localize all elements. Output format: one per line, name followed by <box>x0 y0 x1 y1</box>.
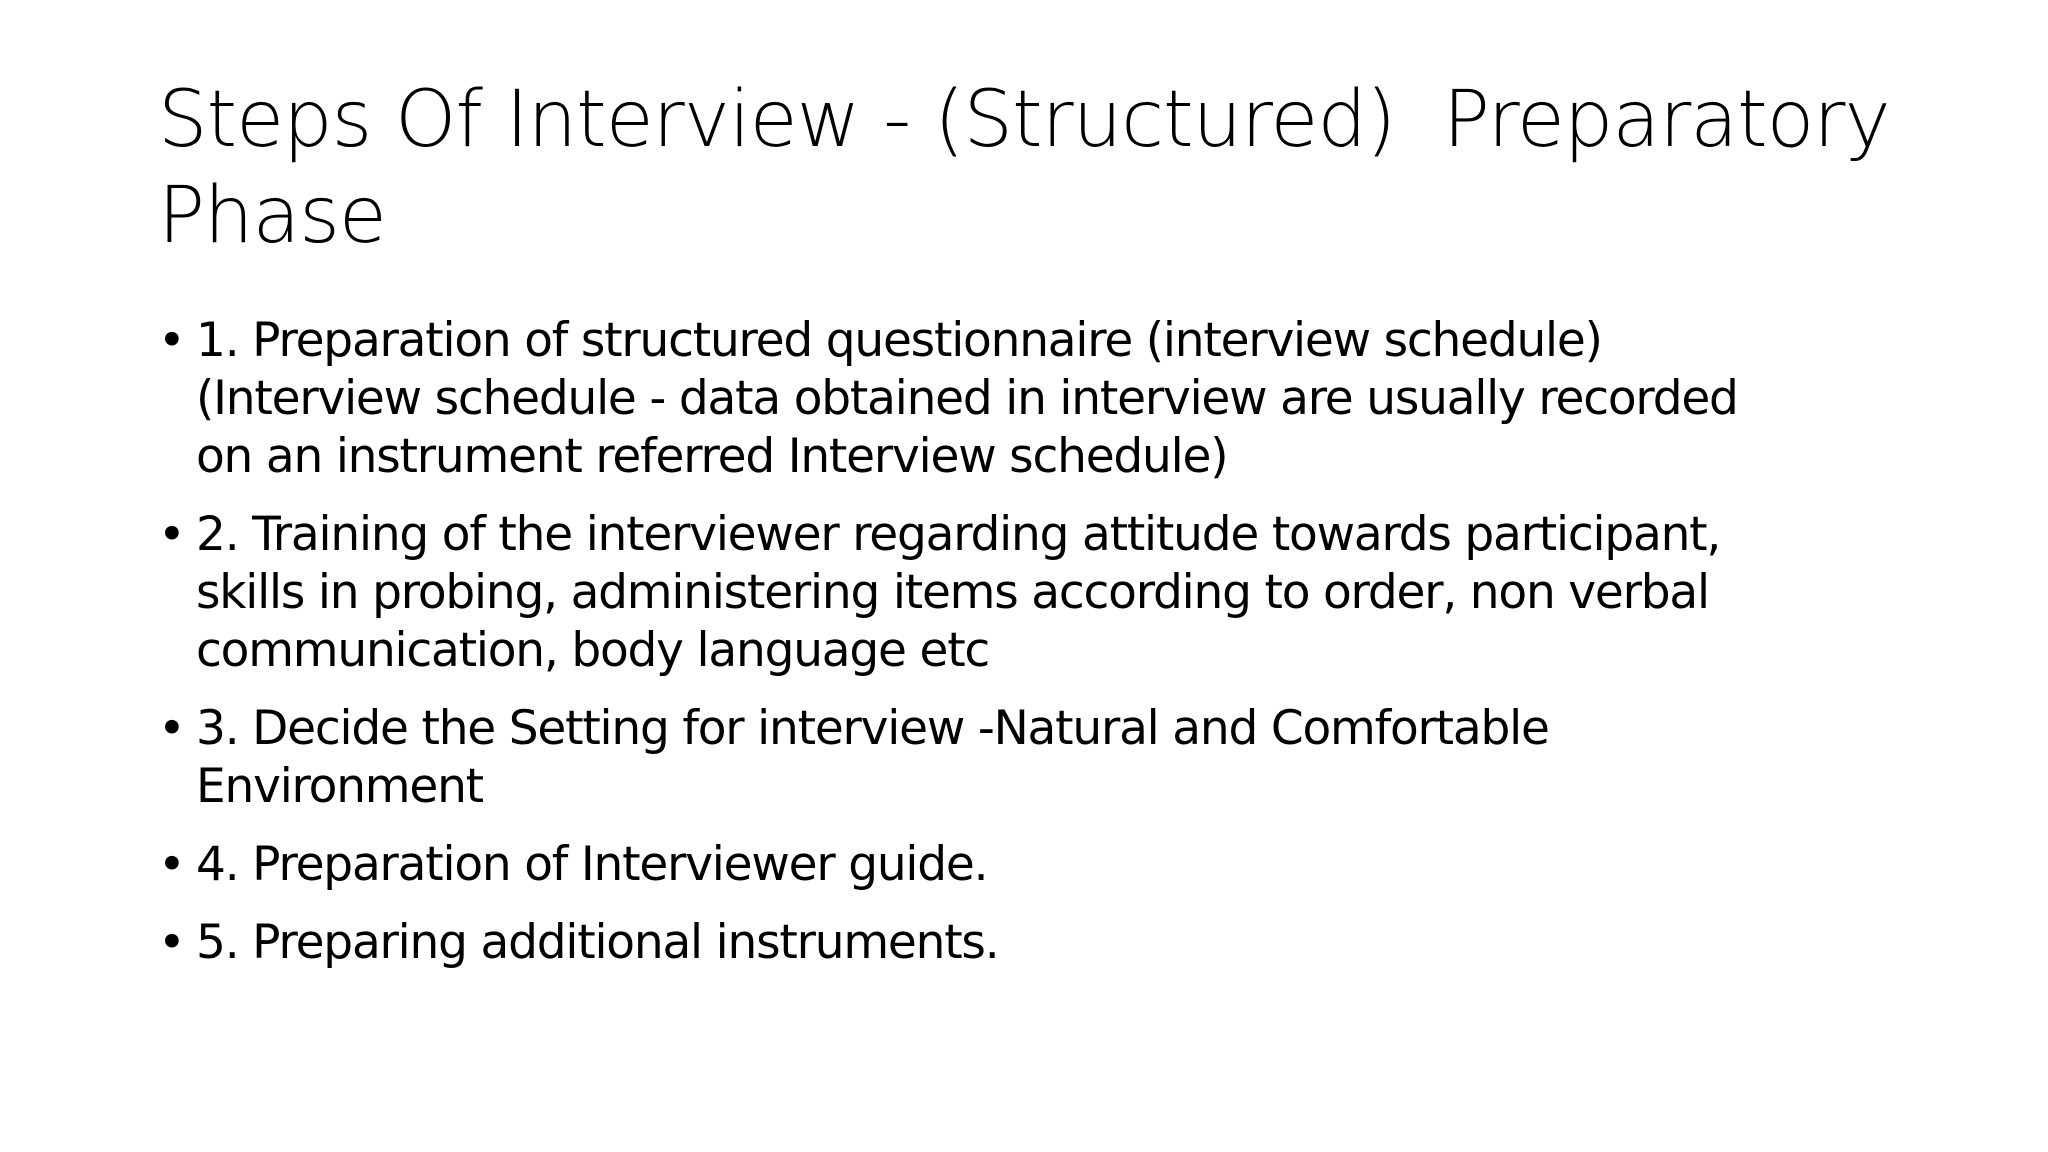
bullet-list <box>158 312 1918 992</box>
bullet-dot-icon: • <box>158 313 185 368</box>
bullet-item <box>158 312 1918 486</box>
bullet-text: 5. Preparing additional instruments. <box>196 915 999 970</box>
bullet-dot-icon: • <box>158 701 185 756</box>
bullet-text: 4. Preparation of Interviewer guide. <box>196 837 988 892</box>
bullet-item <box>158 506 1918 680</box>
bullet-item <box>158 836 1918 894</box>
slide-title: Steps Of Interview - (Structured) Preparatory Phase <box>158 75 1890 261</box>
bullet-item <box>158 914 1918 972</box>
bullet-dot-icon: • <box>158 507 185 562</box>
bullet-text: 3. Decide the Setting for interview -Natural and Comfortable Environment <box>196 701 1549 814</box>
bullet-text: 2. Training of the interviewer regarding attitude towards participant, skills in probing, administering items according to order, non verbal communication, body language etc <box>196 507 1721 678</box>
bullet-dot-icon: • <box>158 837 185 892</box>
bullet-item <box>158 700 1918 816</box>
bullet-dot-icon: • <box>158 915 185 970</box>
bullet-text: 1. Preparation of structured questionnaire (interview schedule) (Interview schedule - data obtained in interview are usually recorded on an instrument referred Interview schedule) <box>196 313 1738 484</box>
